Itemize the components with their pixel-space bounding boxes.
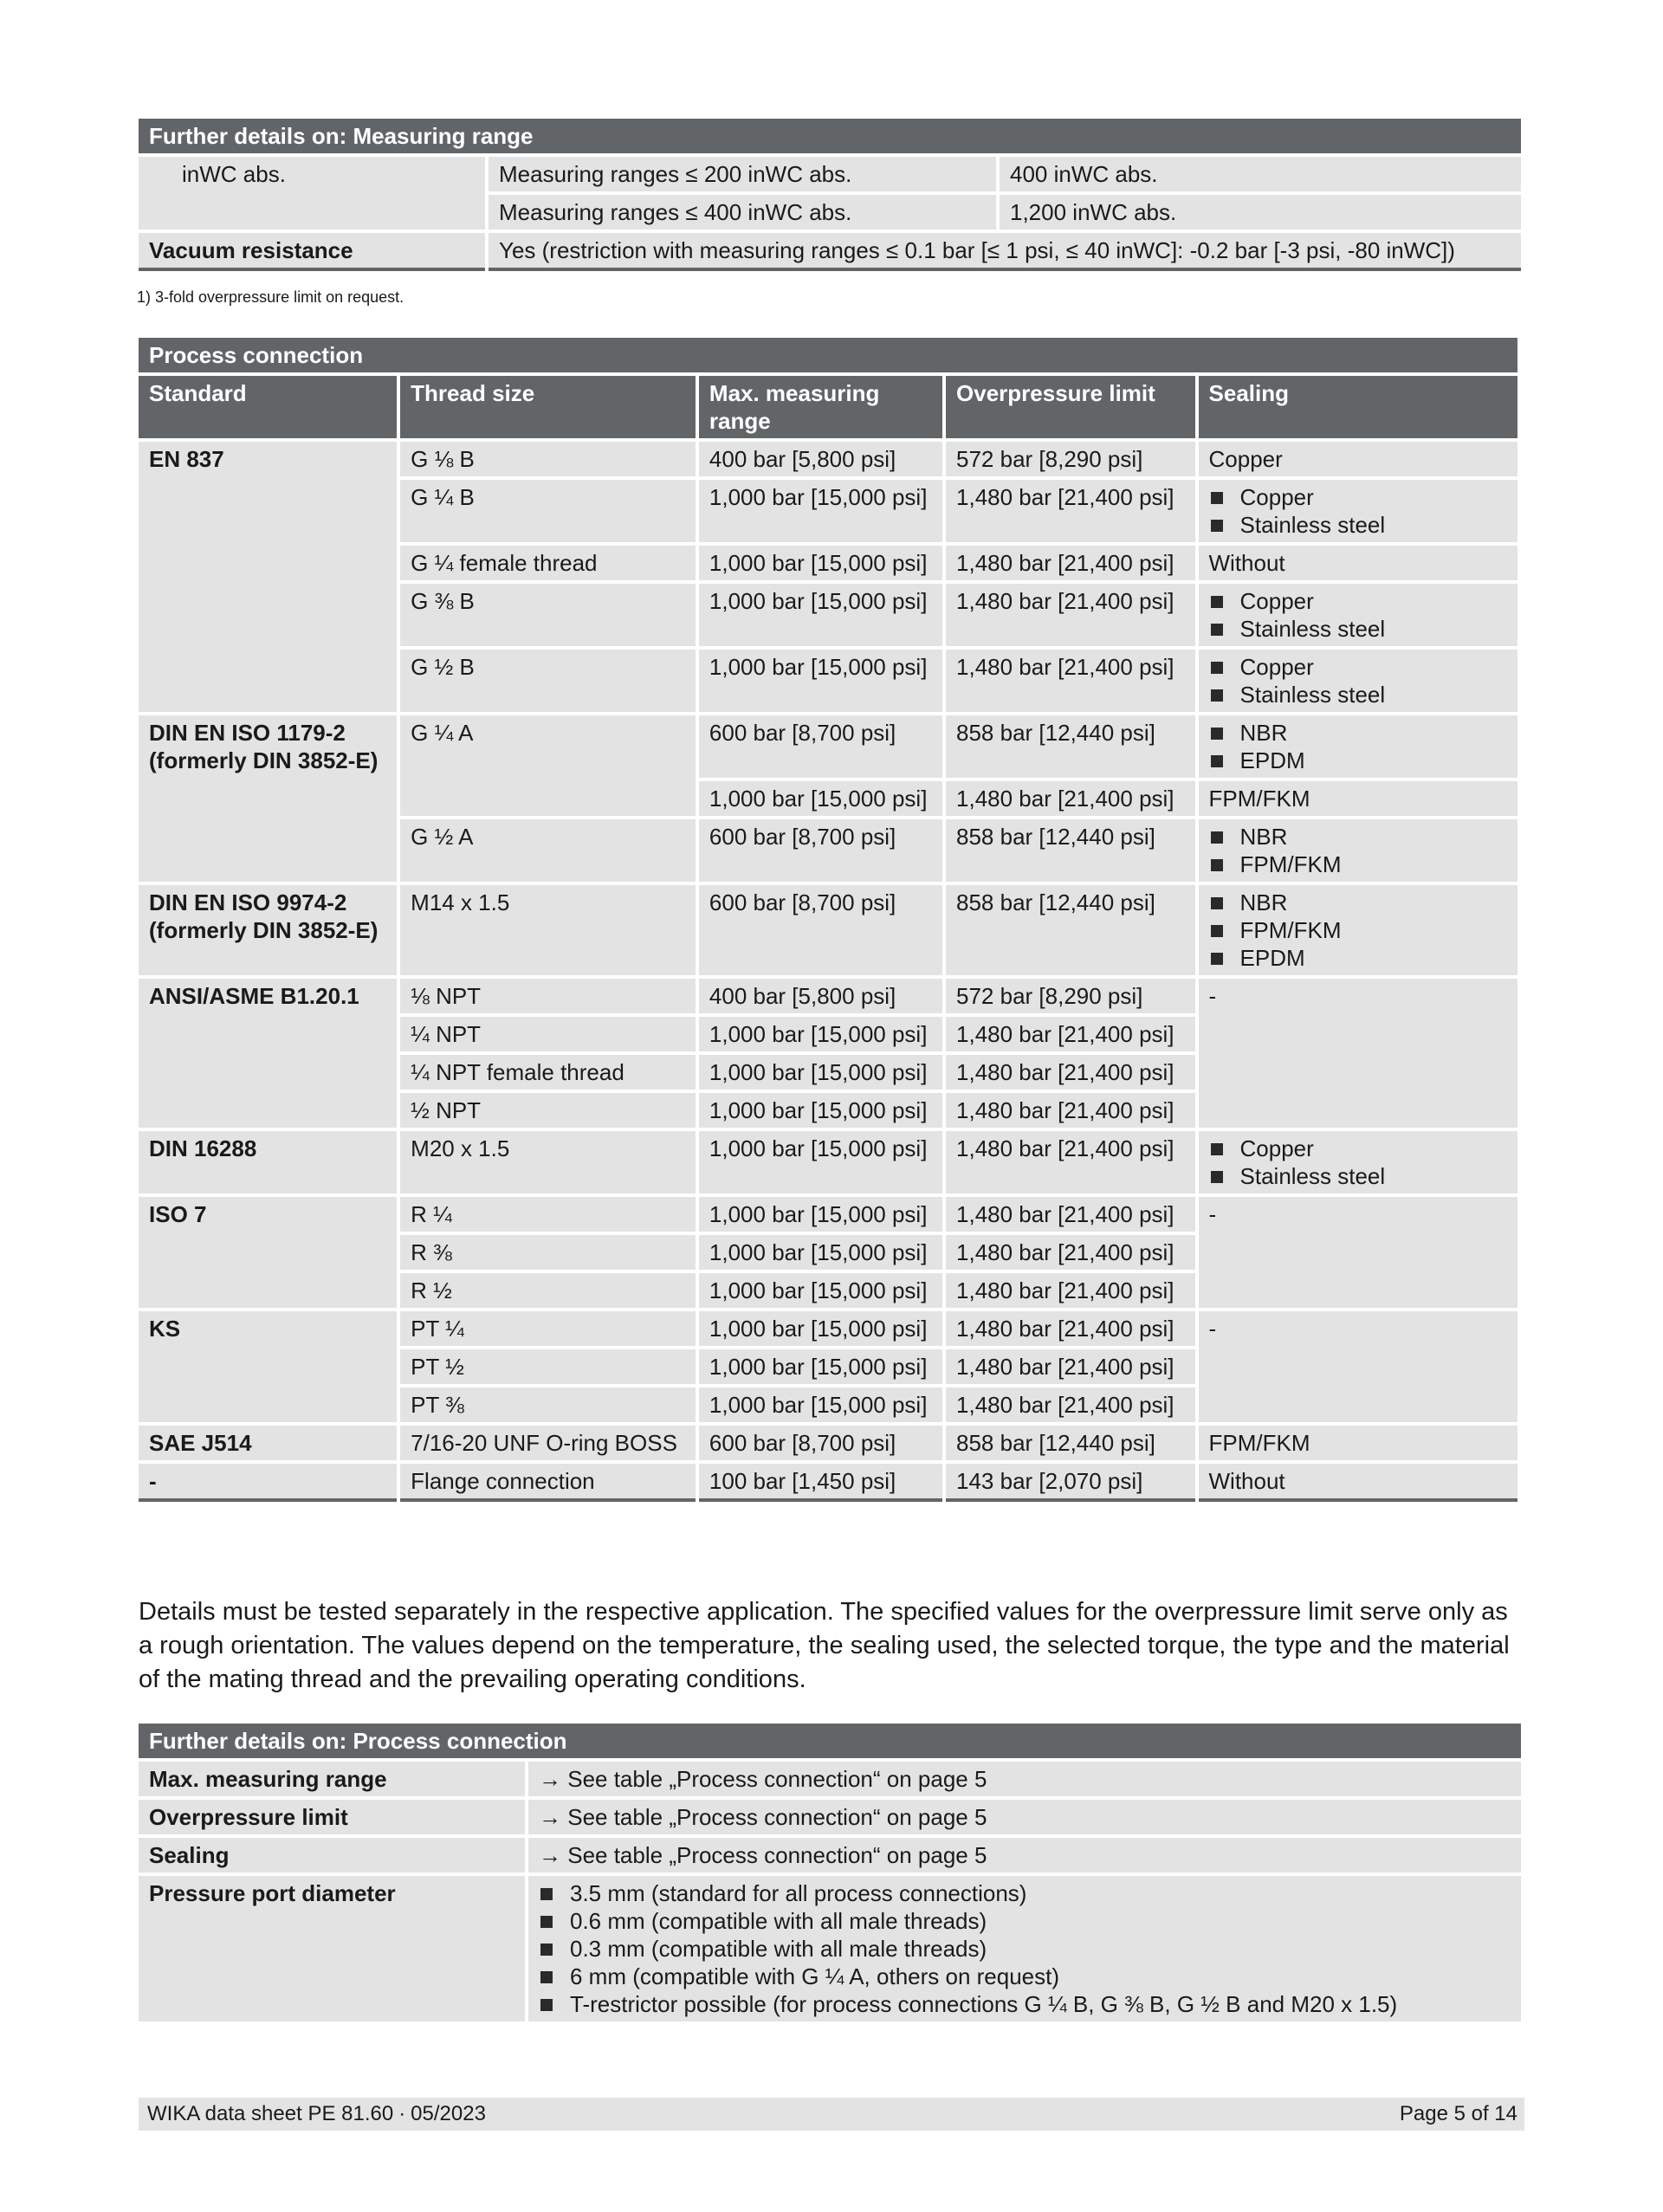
range-cell: 1,000 bar [15,000 psi]	[699, 1197, 942, 1232]
row-label: Sealing	[139, 1838, 525, 1872]
table-row	[139, 715, 1517, 778]
sealing-cell	[1199, 715, 1517, 778]
thread-cell: G ⅛ B	[400, 442, 696, 476]
table-row	[139, 1800, 1521, 1834]
row-label: Pressure port diameter	[139, 1876, 525, 2021]
measuring-range-table	[135, 115, 1524, 275]
range-cell: 1,000 bar [15,000 psi]	[699, 1273, 942, 1308]
table-cell: Measuring ranges ≤ 400 inWC abs.	[489, 195, 996, 230]
overpressure-cell: 858 bar [12,440 psi]	[946, 715, 1195, 778]
sealing-cell: FPM/FKM	[1199, 781, 1517, 816]
thread-cell: ½ NPT	[400, 1093, 696, 1128]
thread-cell: PT ½	[400, 1349, 696, 1384]
process-connection-table	[135, 334, 1521, 1505]
sealing-item: NBR	[1209, 719, 1507, 747]
overpressure-cell: 858 bar [12,440 psi]	[946, 1426, 1195, 1460]
column-header: Max. measuring range	[699, 376, 942, 438]
range-cell: 100 bar [1,450 psi]	[699, 1464, 942, 1502]
thread-cell: G ¼ female thread	[400, 546, 696, 580]
row-value: → See table „Process connection“ on page 5	[528, 1800, 1521, 1834]
table-title: Further details on: Measuring range	[139, 119, 1521, 153]
table-row	[139, 1197, 1517, 1232]
row-label: Overpressure limit	[139, 1800, 525, 1834]
thread-cell: G ½ A	[400, 819, 696, 882]
range-cell: 1,000 bar [15,000 psi]	[699, 1387, 942, 1422]
row-value: → See table „Process connection“ on page 5	[528, 1838, 1521, 1872]
overpressure-cell: 1,480 bar [21,400 psi]	[946, 1273, 1195, 1308]
overpressure-cell: 1,480 bar [21,400 psi]	[946, 1197, 1195, 1232]
overpressure-cell: 1,480 bar [21,400 psi]	[946, 781, 1195, 816]
thread-cell: ¼ NPT female thread	[400, 1055, 696, 1090]
thread-cell: M20 x 1.5	[400, 1131, 696, 1193]
table-row	[139, 885, 1517, 975]
table-cell: 400 inWC abs.	[1000, 157, 1521, 191]
sealing-cell	[1199, 885, 1517, 975]
process-details-table	[135, 1720, 1524, 2025]
unit-label: inWC abs.	[139, 157, 485, 230]
sealing-cell	[1199, 1131, 1517, 1193]
thread-cell: R ½	[400, 1273, 696, 1308]
range-cell: 600 bar [8,700 psi]	[699, 1426, 942, 1460]
column-header: Overpressure limit	[946, 376, 1195, 438]
standard-cell: -	[139, 1464, 397, 1502]
row-value: → See table „Process connection“ on page 5	[528, 1762, 1521, 1796]
port-item: 0.3 mm (compatible with all male threads)	[539, 1935, 1511, 1963]
sealing-item: FPM/FKM	[1209, 851, 1507, 878]
thread-cell: R ¼	[400, 1197, 696, 1232]
overpressure-cell: 1,480 bar [21,400 psi]	[946, 1055, 1195, 1090]
sealing-cell: FPM/FKM	[1199, 1426, 1517, 1460]
sealing-cell: Without	[1199, 546, 1517, 580]
sealing-item: Copper	[1209, 483, 1507, 511]
port-list	[528, 1876, 1521, 2021]
table-row	[139, 1464, 1517, 1502]
standard-cell: DIN EN ISO 9974-2 (formerly DIN 3852-E)	[139, 885, 397, 975]
sealing-item: EPDM	[1209, 944, 1507, 972]
table-row	[139, 1876, 1521, 2021]
sealing-cell: Copper	[1199, 442, 1517, 476]
range-cell: 600 bar [8,700 psi]	[699, 885, 942, 975]
overpressure-cell: 143 bar [2,070 psi]	[946, 1464, 1195, 1502]
footnote: 1) 3-fold overpressure limit on request.	[137, 288, 404, 306]
sealing-cell: -	[1199, 1311, 1517, 1422]
table-cell: Measuring ranges ≤ 200 inWC abs.	[489, 157, 996, 191]
overpressure-cell: 1,480 bar [21,400 psi]	[946, 480, 1195, 542]
standard-cell: ISO 7	[139, 1197, 397, 1308]
sealing-item: Stainless steel	[1209, 615, 1507, 643]
range-cell: 1,000 bar [15,000 psi]	[699, 1017, 942, 1051]
overpressure-cell: 1,480 bar [21,400 psi]	[946, 1017, 1195, 1051]
thread-cell: R ⅜	[400, 1235, 696, 1270]
range-cell: 1,000 bar [15,000 psi]	[699, 1311, 942, 1346]
standard-cell: ANSI/ASME B1.20.1	[139, 979, 397, 1128]
table-cell: 1,200 inWC abs.	[1000, 195, 1521, 230]
table-row	[139, 442, 1517, 476]
note-paragraph: Details must be tested separately in the respective application. The specified values for the overpressure limit serve only as a rough orientation. The values depend on the temperature, the sealing used, the selected torque, the type and the material of the mating thread and the prevailing operating conditions.	[139, 1598, 1510, 1693]
thread-cell: PT ⅜	[400, 1387, 696, 1422]
port-item: T-restrictor possible (for process connections G ¼ B, G ⅜ B, G ½ B and M20 x 1.5)	[539, 1990, 1511, 2018]
overpressure-cell: 1,480 bar [21,400 psi]	[946, 1349, 1195, 1384]
footer-doc-id: WIKA data sheet PE 81.60 ∙ 05/2023	[147, 2102, 486, 2125]
column-header: Sealing	[1199, 376, 1517, 438]
footer-page-number: Page 5 of 14	[1399, 2102, 1517, 2125]
thread-cell: Flange connection	[400, 1464, 696, 1502]
sealing-item: Stainless steel	[1209, 1162, 1507, 1190]
table-row	[139, 1426, 1517, 1460]
page-footer	[139, 2098, 1524, 2131]
overpressure-cell: 572 bar [8,290 psi]	[946, 442, 1195, 476]
standard-cell: SAE J514	[139, 1426, 397, 1460]
thread-cell: G ⅜ B	[400, 584, 696, 646]
table-row	[139, 1311, 1517, 1346]
overpressure-cell: 572 bar [8,290 psi]	[946, 979, 1195, 1013]
sealing-item: NBR	[1209, 889, 1507, 916]
range-cell: 1,000 bar [15,000 psi]	[699, 546, 942, 580]
column-header: Standard	[139, 376, 397, 438]
table-title: Process connection	[139, 338, 1517, 372]
vacuum-label: Vacuum resistance	[139, 233, 485, 271]
port-item: 0.6 mm (compatible with all male threads)	[539, 1907, 1511, 1935]
range-cell: 1,000 bar [15,000 psi]	[699, 1349, 942, 1384]
thread-cell: G ¼ A	[400, 715, 696, 816]
column-header: Thread size	[400, 376, 696, 438]
overpressure-cell: 1,480 bar [21,400 psi]	[946, 1093, 1195, 1128]
range-cell: 1,000 bar [15,000 psi]	[699, 1093, 942, 1128]
overpressure-cell: 1,480 bar [21,400 psi]	[946, 1131, 1195, 1193]
overpressure-cell: 1,480 bar [21,400 psi]	[946, 650, 1195, 712]
range-cell: 1,000 bar [15,000 psi]	[699, 650, 942, 712]
sealing-cell	[1199, 819, 1517, 882]
thread-cell: ⅛ NPT	[400, 979, 696, 1013]
sealing-item: FPM/FKM	[1209, 916, 1507, 944]
row-label: Max. measuring range	[139, 1762, 525, 1796]
sealing-cell	[1199, 650, 1517, 712]
sealing-item: Copper	[1209, 1135, 1507, 1162]
overpressure-cell: 1,480 bar [21,400 psi]	[946, 584, 1195, 646]
port-item: 6 mm (compatible with G ¼ A, others on request)	[539, 1963, 1511, 1990]
table-title: Further details on: Process connection	[139, 1724, 1521, 1758]
sealing-item: EPDM	[1209, 747, 1507, 774]
overpressure-cell: 858 bar [12,440 psi]	[946, 885, 1195, 975]
table-row	[139, 979, 1517, 1013]
standard-cell: EN 837	[139, 442, 397, 712]
table-row	[139, 1838, 1521, 1872]
port-item: 3.5 mm (standard for all process connections)	[539, 1879, 1511, 1907]
sealing-cell: Without	[1199, 1464, 1517, 1502]
sealing-cell	[1199, 584, 1517, 646]
sealing-cell: -	[1199, 979, 1517, 1128]
vacuum-value: Yes (restriction with measuring ranges ≤ 0.1 bar [≤ 1 psi, ≤ 40 inWC]: -0.2 bar [-3 psi, -80 inWC])	[489, 233, 1521, 271]
thread-cell: ¼ NPT	[400, 1017, 696, 1051]
overpressure-cell: 1,480 bar [21,400 psi]	[946, 1235, 1195, 1270]
sealing-cell: -	[1199, 1197, 1517, 1308]
thread-cell: G ¼ B	[400, 480, 696, 542]
overpressure-cell: 1,480 bar [21,400 psi]	[946, 1387, 1195, 1422]
range-cell: 600 bar [8,700 psi]	[699, 819, 942, 882]
range-cell: 400 bar [5,800 psi]	[699, 979, 942, 1013]
standard-cell: KS	[139, 1311, 397, 1422]
standard-cell: DIN EN ISO 1179-2 (formerly DIN 3852-E)	[139, 715, 397, 882]
range-cell: 1,000 bar [15,000 psi]	[699, 1235, 942, 1270]
sealing-item: Copper	[1209, 587, 1507, 615]
thread-cell: G ½ B	[400, 650, 696, 712]
range-cell: 600 bar [8,700 psi]	[699, 715, 942, 778]
sealing-item: NBR	[1209, 823, 1507, 851]
thread-cell: PT ¼	[400, 1311, 696, 1346]
overpressure-cell: 1,480 bar [21,400 psi]	[946, 1311, 1195, 1346]
thread-cell: M14 x 1.5	[400, 885, 696, 975]
range-cell: 1,000 bar [15,000 psi]	[699, 480, 942, 542]
range-cell: 1,000 bar [15,000 psi]	[699, 781, 942, 816]
sealing-item: Stainless steel	[1209, 511, 1507, 539]
table-row	[139, 1762, 1521, 1796]
thread-cell: 7/16-20 UNF O-ring BOSS	[400, 1426, 696, 1460]
range-cell: 1,000 bar [15,000 psi]	[699, 1131, 942, 1193]
range-cell: 1,000 bar [15,000 psi]	[699, 1055, 942, 1090]
sealing-item: Stainless steel	[1209, 681, 1507, 708]
sealing-cell	[1199, 480, 1517, 542]
overpressure-cell: 1,480 bar [21,400 psi]	[946, 546, 1195, 580]
range-cell: 1,000 bar [15,000 psi]	[699, 584, 942, 646]
range-cell: 400 bar [5,800 psi]	[699, 442, 942, 476]
sealing-item: Copper	[1209, 653, 1507, 681]
table-row	[139, 1131, 1517, 1193]
overpressure-cell: 858 bar [12,440 psi]	[946, 819, 1195, 882]
standard-cell: DIN 16288	[139, 1131, 397, 1193]
